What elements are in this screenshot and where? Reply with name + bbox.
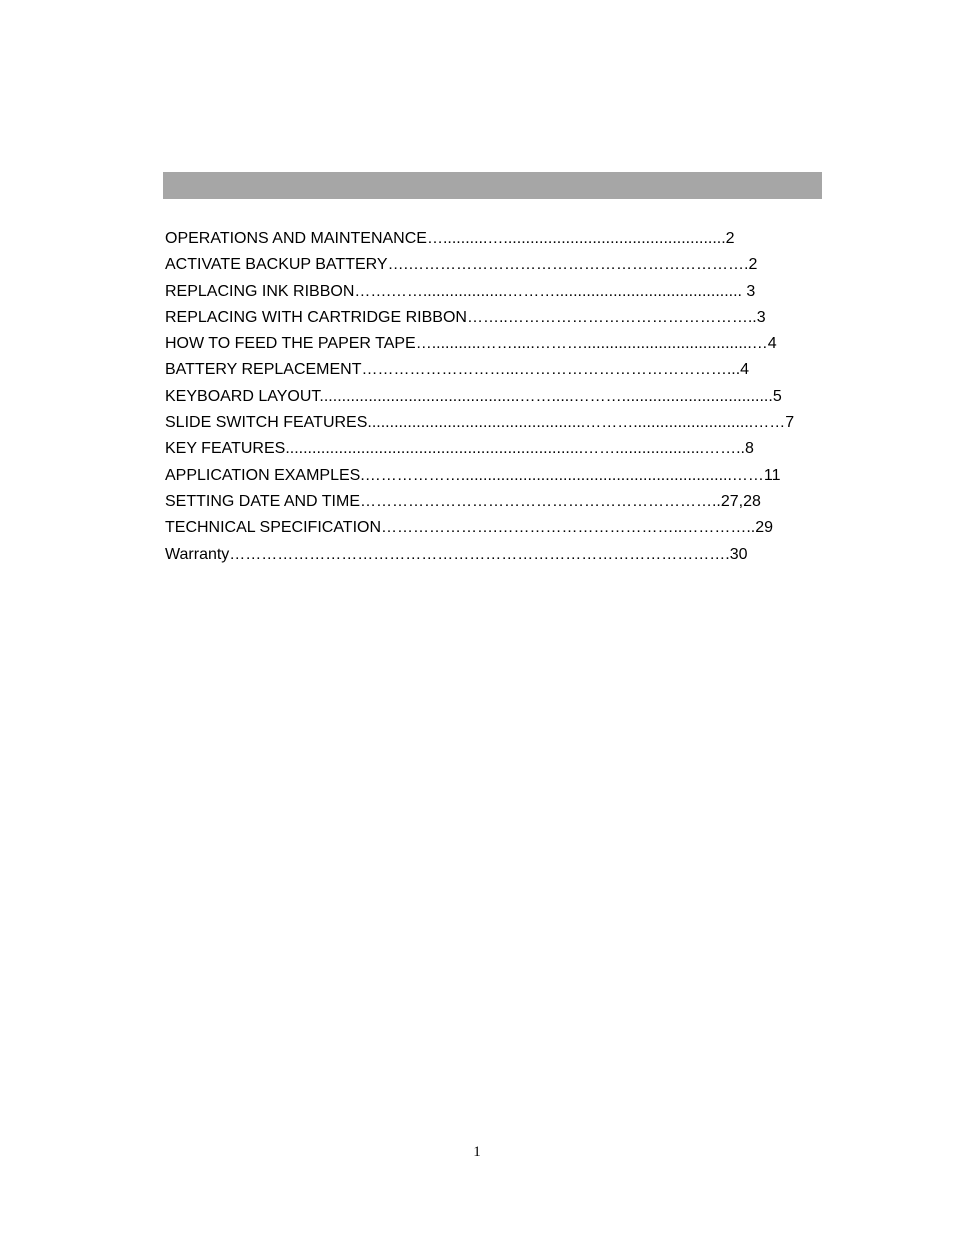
toc-entry-battery-replacement[interactable]: BATTERY REPLACEMENT………………………...…………………………………...4 xyxy=(165,361,750,379)
toc-entry-activate-backup-battery[interactable]: ACTIVATE BACKUP BATTERY….……………………………………………………….2 xyxy=(165,256,758,274)
toc-entry-slide-switch-features[interactable]: SLIDE SWITCH FEATURES.................................................………...........................……7 xyxy=(165,414,795,432)
toc-entry-warranty[interactable]: Warranty………………………………………………………………………………….30 xyxy=(165,545,748,563)
toc-entry-operations-and-maintenance[interactable]: OPERATIONS AND MAINTENANCE…..........…..................................................2 xyxy=(165,230,735,247)
toc-entry-keyboard-layout[interactable]: KEYBOARD LAYOUT.............................................…….....………..................................5 xyxy=(165,387,782,405)
toc-entry-replacing-ink-ribbon[interactable]: REPLACING INK RIBBON…….……...................……….......................................... 3 xyxy=(165,282,756,300)
toc-entry-replacing-cartridge-ribbon[interactable]: REPLACING WITH CARTRIDGE RIBBON……..………………………………………..3 xyxy=(165,308,766,326)
header-bar xyxy=(163,172,822,199)
toc-entry-feed-paper-tape[interactable]: HOW TO FEED THE PAPER TAPE…...........…….....………......................................…4 xyxy=(165,335,777,353)
page-number: 1 xyxy=(473,1144,481,1160)
toc-entry-key-features[interactable]: KEY FEATURES...................................................................……....................……..8 xyxy=(165,440,754,458)
toc-entry-technical-specification[interactable]: TECHNICAL SPECIFICATION………………….……………………………..…………..29 xyxy=(165,519,774,537)
table-of-contents xyxy=(165,226,825,568)
toc-entry-setting-date-and-time[interactable]: SETTING DATE AND TIME…………………………………………………………..27,28 xyxy=(165,492,761,510)
toc-entry-application-examples[interactable]: APPLICATION EXAMPLES.……………….............................................................……11 xyxy=(165,466,781,484)
